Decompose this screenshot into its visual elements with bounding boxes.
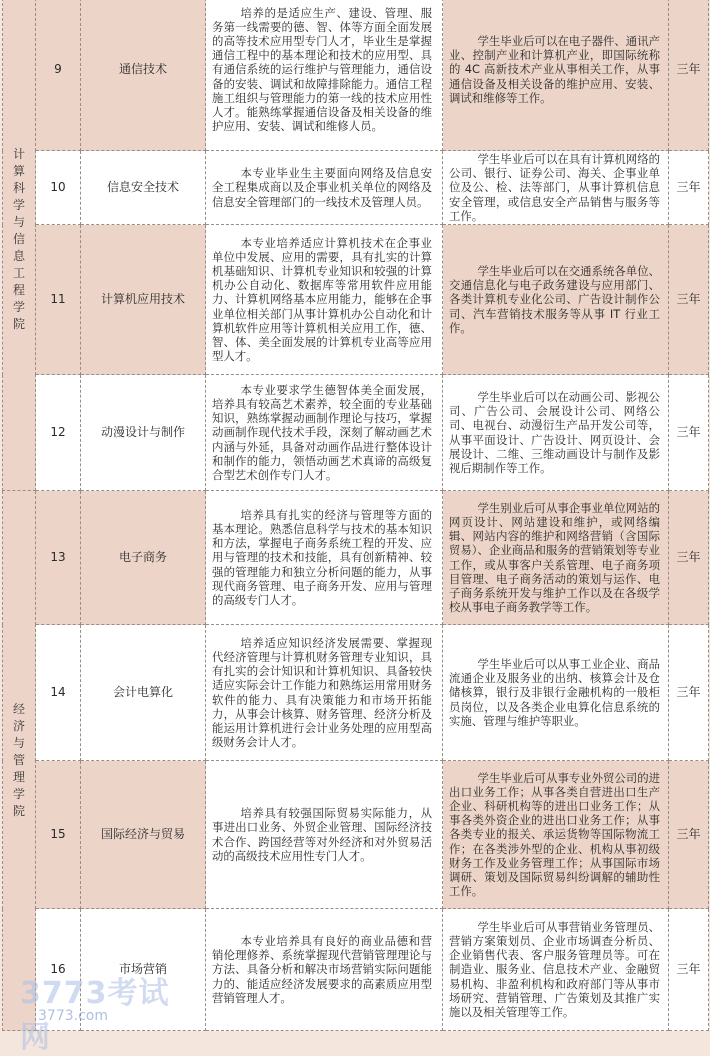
study-years: 三年 <box>669 909 709 1031</box>
major-employment: 学生毕业后可以在具有计算机网络的公司、银行、证券公司、海关、企事业单位及公、检、法等部门，从事计算机信息安全管理，或信息安全产品销售与服务等工作。 <box>443 151 669 225</box>
major-employment: 学生毕业后可从事营销业务管理员、营销方案策划员、企业市场调查分析员、企业销售代表、客户服务管理员等。可在制造业、服务业、信息技术产业、金融贸易机构、非盈利机构和政府部门等从事市场研究、营销管理、广告策划及其推广实施以及相关管理等工作。 <box>443 909 669 1031</box>
major-name: 国际经济与贸易 <box>81 761 206 909</box>
major-employment: 学生毕业后可以从事工业企业、商品流通企业及服务业的出纳、核算会计及仓储核算，银行及非银行金融机构的一般柜员岗位，以及各类企业电算化信息系统的实施、管理与维护等职业。 <box>443 625 669 761</box>
major-employment: 学生毕业后可以在交通系统各单位、交通信息化与电子政务建设与应用部门、各类计算机专业化公司、广告设计制作公司、汽车营销技术服务等从事 IT 行业工作。 <box>443 225 669 375</box>
major-description: 培养的是适应生产、建设、管理、服务第一线需要的德、智、体等方面全面发展的高等技术应用型专门人才，毕业生是掌握通信工程中的基本理论和技术的应用型、具有通信系统的运行维护与管理能力，通信设备的安装、调试和故障排除能力。通信工程施工组织与管理能力的第一线的技术应用性人才。能熟练掌握通信设备及相关设备的维护应用、安装、调试和维修人员。 <box>206 0 443 151</box>
major-name: 会计电算化 <box>81 625 206 761</box>
major-description: 本专业毕业生主要面向网络及信息安全工程集成商以及企事业机关单位的网络及信息安全管理部门的一线技术及管理人员。 <box>206 151 443 225</box>
study-years: 三年 <box>669 375 709 491</box>
major-name: 市场营销 <box>81 909 206 1031</box>
major-name: 通信技术 <box>81 0 206 151</box>
watermark-url: 3773.com <box>38 1008 108 1024</box>
major-description: 培养具有较强国际贸易实际能力，从事进出口业务、外贸企业管理、国际经济技术合作、跨国经营等对外经济和对外贸易活动的高级技术应用性专门人才。 <box>206 761 443 909</box>
college-name: 计算科学与信息工程学院 <box>12 147 25 331</box>
major-description: 本专业要求学生德智体美全面发展，培养具有较高艺术素养，较全面的专业基础知识，熟练掌握动画制作理论与技巧，掌握动画制作现代技术手段，深刻了解动画艺术内涵与外延，具备对动画作品进行整体设计和制作的能力，领悟动画艺术真谛的高级复合型艺术创作专门人才。 <box>206 375 443 491</box>
major-employment: 学生别业后可从事企事业单位网站的网页设计、网站建设和维护，或网络编辑、网站内容的维护和网络营销（含国际贸易）、企业商品和服务的营销策划等专业工作，或从事客户关系管理、电子商务项目管理、电子商务活动的策划与运作、电子商务系统开发与维护工作以及在各级学校从事电子商务教学等工作。 <box>443 491 669 625</box>
study-years: 三年 <box>669 491 709 625</box>
major-number: 9 <box>36 0 81 151</box>
table-row <box>3 225 709 375</box>
majors-table <box>2 0 709 1031</box>
table-row <box>3 491 709 625</box>
study-years: 三年 <box>669 225 709 375</box>
major-name: 动漫设计与制作 <box>81 375 206 491</box>
table-row <box>3 375 709 491</box>
major-number: 10 <box>36 151 81 225</box>
table-row <box>3 151 709 225</box>
study-years: 三年 <box>669 0 709 151</box>
major-number: 16 <box>36 909 81 1031</box>
table-row <box>3 0 709 151</box>
major-employment: 学生毕业后可以在电子器件、通讯产业、控制产业和计算机产业，即国际统称的 4C 高新技术产业从事相关工作，从事通信设备及相关设备的维护应用、安装、调试和维修等工作。 <box>443 0 669 151</box>
study-years: 三年 <box>669 151 709 225</box>
major-number: 13 <box>36 491 81 625</box>
study-years: 三年 <box>669 625 709 761</box>
college-cell <box>3 491 36 1031</box>
major-number: 11 <box>36 225 81 375</box>
table-row <box>3 761 709 909</box>
major-name: 计算机应用技术 <box>81 225 206 375</box>
major-employment: 学生毕业后可从事专业外贸公司的进出口业务工作；从事各类自营进出口生产企业、科研机构等的进出口业务工作；从事各类外资企业的进出口业务工作；从事各类专业的报关、承运货物等国际物流工作；在各类涉外型的企业、机构从事初级财务工作及业务管理工作；从事国际市场调研、策划及国际贸易纠纷调解的辅助性工作。 <box>443 761 669 909</box>
major-description: 本专业培养具有良好的商业品德和营销伦理修养、系统掌握现代营销管理理论与方法、具备分析和解决市场营销实际问题能力的、能适应经济发展要求的高素质应用型营销管理人才。 <box>206 909 443 1031</box>
major-name: 电子商务 <box>81 491 206 625</box>
major-number: 14 <box>36 625 81 761</box>
table-row <box>3 909 709 1031</box>
study-years: 三年 <box>669 761 709 909</box>
major-number: 15 <box>36 761 81 909</box>
major-name: 信息安全技术 <box>81 151 206 225</box>
major-description: 本专业培养适应计算机技术在企事业单位中发展、应用的需要，具有扎实的计算机基础知识、计算机专业知识和较强的计算机办公自动化、数据库等常用软件应用能力、计算机网络基本应用能力，能够在企事业单位相关部门从事计算机办公自动化和计算机软件应用等计算机相关应用工作，德、智、体、美全面发展的计算机专业高等应用型人才。 <box>206 225 443 375</box>
watermark-logo: 3773考试网 <box>20 976 170 1055</box>
table-row <box>3 625 709 761</box>
college-name: 经济与管理学院 <box>12 702 25 818</box>
major-employment: 学生毕业后可以在动画公司、影视公司、广告公司、会展设计公司、网络公司、电视台、动漫衍生产品开发公司等，从事平面设计、广告设计、网页设计、会展设计、二维、三维动画设计与制作及影视后期制作等工作。 <box>443 375 669 491</box>
major-description: 培养适应知识经济发展需要、掌握现代经济管理与计算机财务管理专业知识，具有扎实的会计知识和计算机知识、具备较快适应实际会计工作能力和熟练运用常用财务软件的能力、具有决策能力和市场开拓能力，从事会计核算、财务管理、经济分析及能运用计算机进行会计业务处理的应用型高级财务会计人才。 <box>206 625 443 761</box>
major-number: 12 <box>36 375 81 491</box>
major-description: 培养具有扎实的经济与管理等方面的基本理论。熟悉信息科学与技术的基本知识和方法，掌握电子商务系统工程的开发、应用与管理的技术和技能，具有创新精神、较强的管理能力和独立分析问题的能力，从事现代商务管理、电子商务开发、应用与管理的高级专门人才。 <box>206 491 443 625</box>
college-cell <box>3 0 36 491</box>
